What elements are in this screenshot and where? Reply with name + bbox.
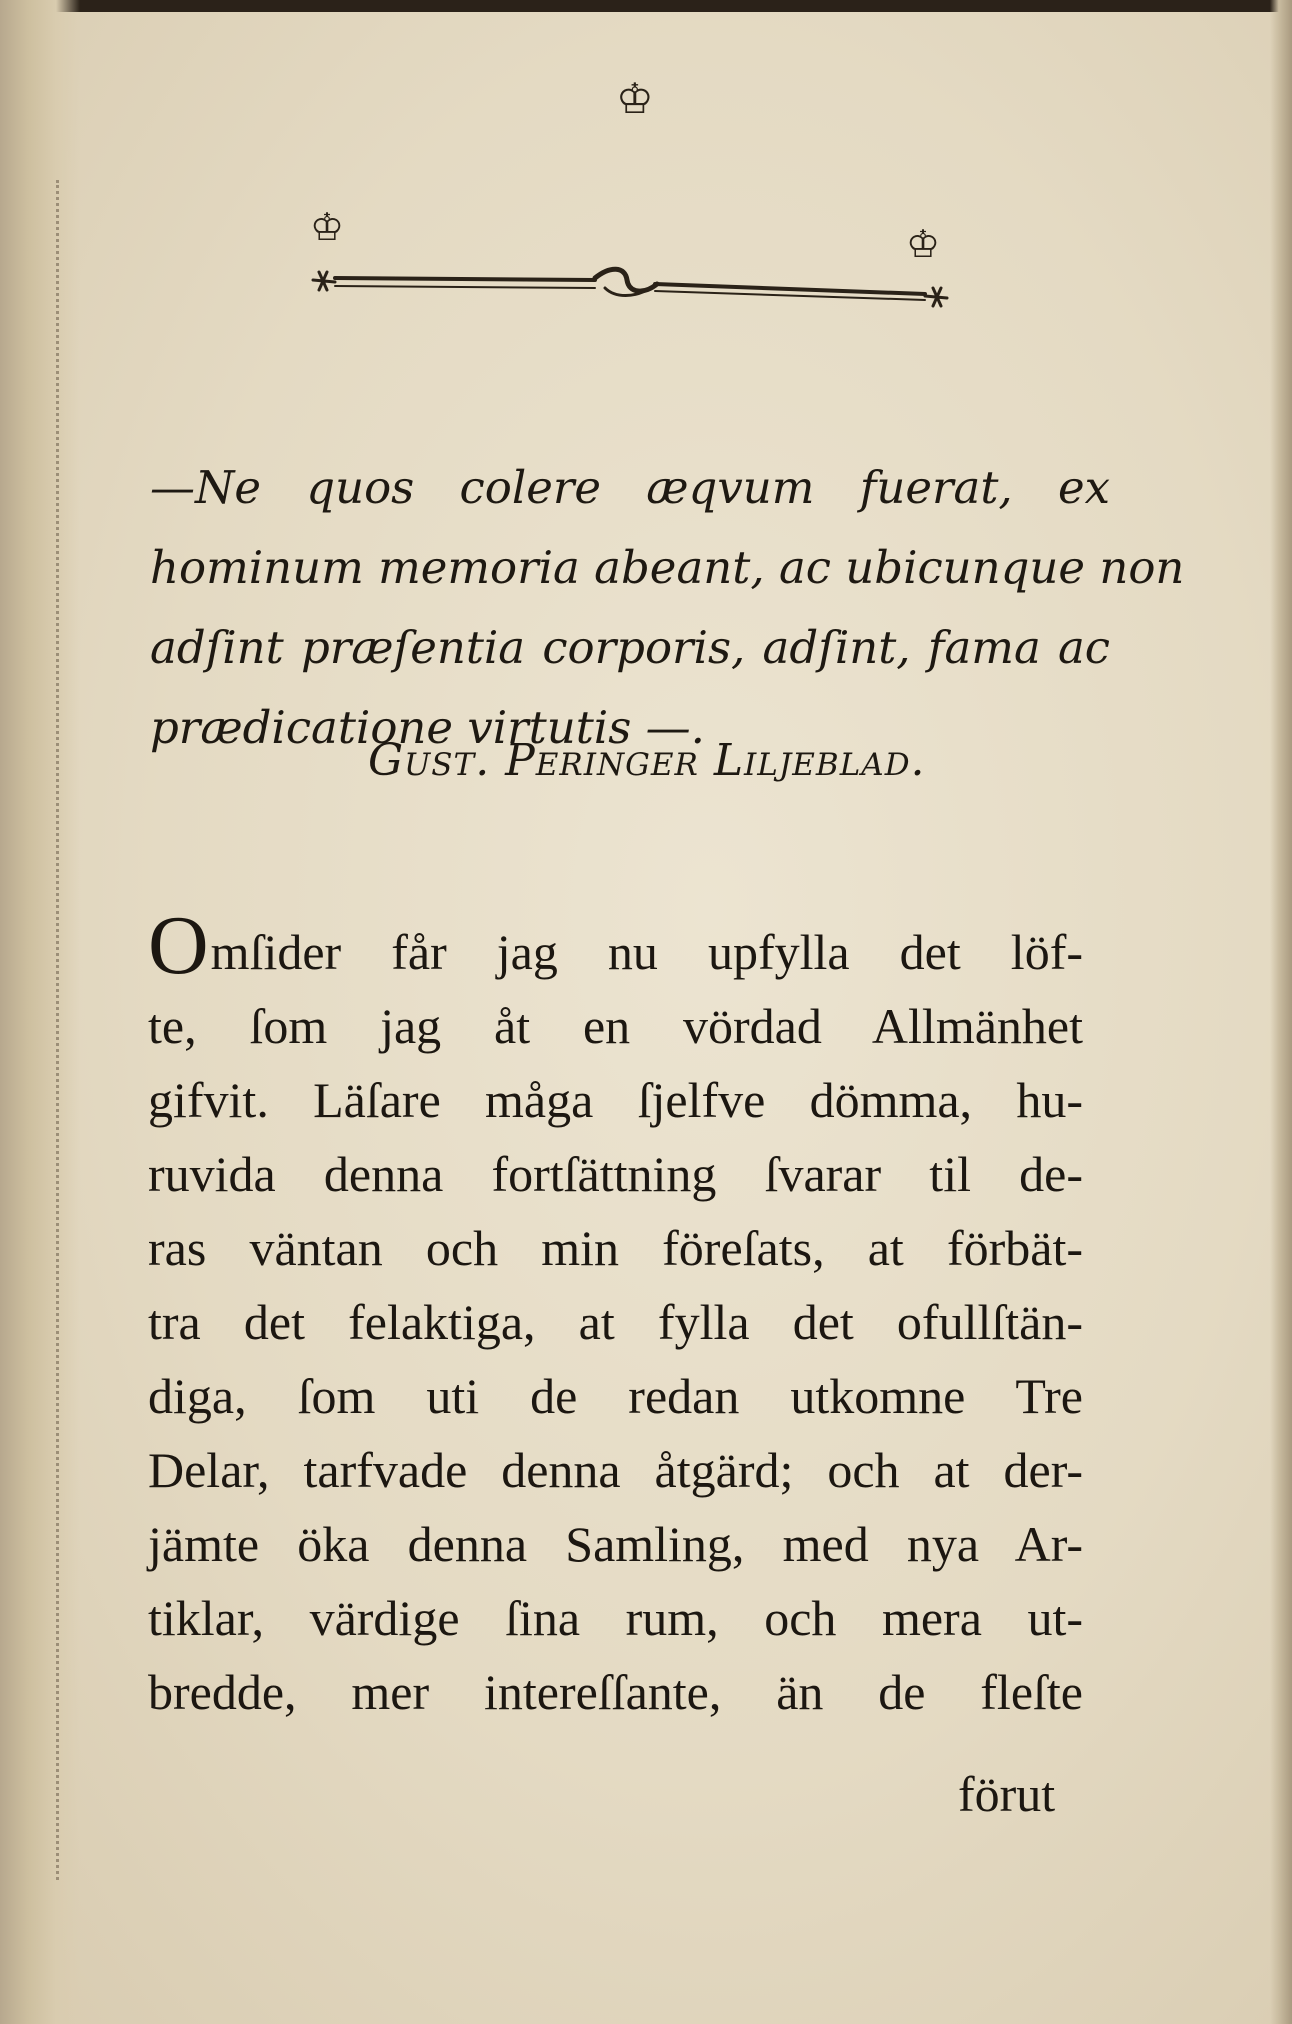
body-line: diga, ſom uti de redan utkomne Tre xyxy=(148,1368,1083,1424)
body-line: ruvida denna fortſättning ſvarar til de- xyxy=(148,1146,1083,1202)
decorative-rule-icon xyxy=(305,258,955,318)
body-line: tiklar, värdige ſina rum, och mera ut- xyxy=(148,1590,1083,1646)
top-crown-icon: ♔ xyxy=(616,74,654,123)
binding-stitches xyxy=(56,180,69,1880)
body-line: bredde, mer intereſſante, än de fleſte xyxy=(148,1664,1083,1720)
epigraph-line: hominum memoria abeant, ac ubicunque non xyxy=(150,541,1185,594)
body-line: ras väntan och min föreſats, at förbät- xyxy=(148,1220,1083,1276)
epigraph-line: —Ne quos colere æqvum fuerat, ex xyxy=(150,461,1110,514)
body-line: Delar, tarfvade denna åtgärd; och at der- xyxy=(148,1442,1083,1498)
body-line: gifvit. Läſare måga ſjelfve dömma, hu- xyxy=(148,1072,1083,1128)
page-top-edge xyxy=(0,0,1292,12)
catchword: förut xyxy=(958,1766,1056,1822)
page-right-edge xyxy=(1270,0,1292,2024)
body-line: tra det felaktiga, at fylla det ofullſtän- xyxy=(148,1294,1083,1350)
body-first-line-text: mſider får jag nu upfylla det löf- xyxy=(210,924,1083,980)
drop-cap: O xyxy=(148,899,209,992)
epigraph-attribution: Gust. Peringer Liljeblad. xyxy=(368,735,926,786)
body-paragraph xyxy=(148,899,1083,1729)
epigraph-line: prædicatione virtutis —. xyxy=(150,701,705,754)
body-line: te, ſom jag åt en vördad Allmänhet xyxy=(148,998,1083,1054)
epigraph xyxy=(150,448,1185,768)
epigraph-line: adſint præſentia corporis, adſint, fama ac xyxy=(150,621,1110,674)
body-line: jämte öka denna Samling, med nya Ar- xyxy=(148,1516,1083,1572)
left-crown-icon: ♔ xyxy=(310,205,345,249)
body-line xyxy=(148,899,1083,992)
right-crown-icon: ♔ xyxy=(906,222,941,266)
